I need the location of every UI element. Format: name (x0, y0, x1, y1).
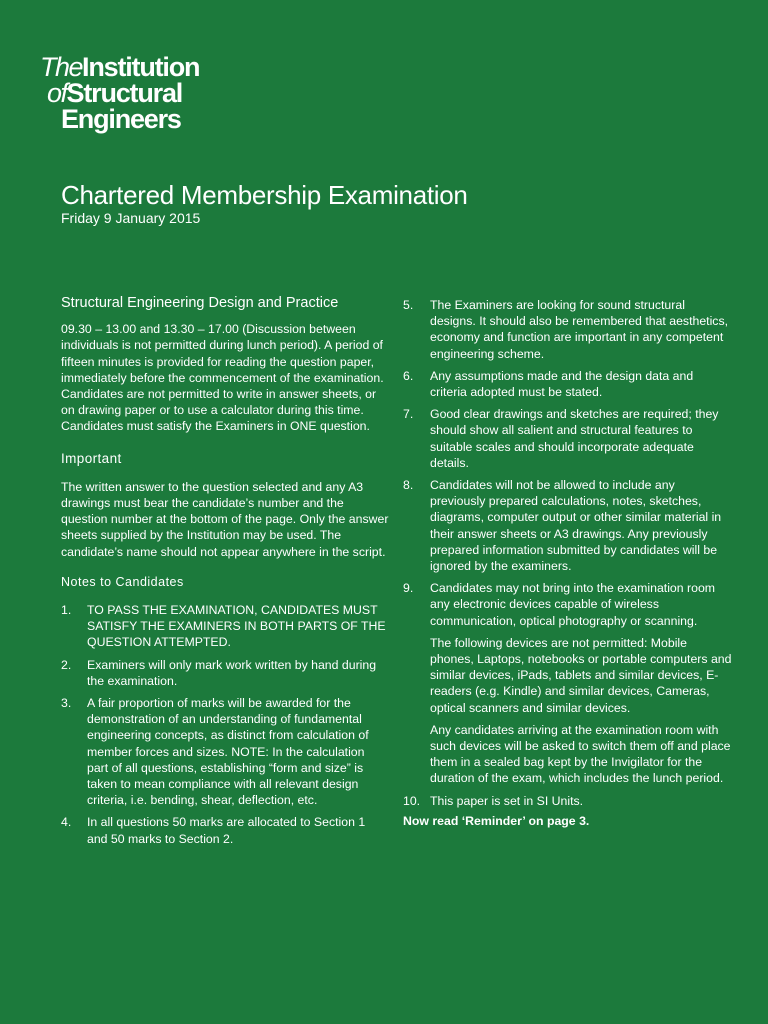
left-column (61, 295, 389, 853)
logo-the: The (40, 52, 83, 82)
notes-list-right (403, 297, 733, 629)
note-number: 2. (61, 657, 72, 672)
logo-structural: Structural (66, 78, 183, 108)
note-text: Candidates may not bring into the examination room any electronic devices capable of wireless communication, optical photography or scanning. (430, 581, 716, 628)
note-item-7 (403, 406, 733, 471)
logo-line-2 (40, 80, 199, 106)
note-number: 3. (61, 696, 72, 711)
important-paragraph: The written answer to the question selected and any A3 drawings must bear the candidate’s number and the question number at the bottom of the page. Only the answer sheets supplied by the Institution may be used. The candidate’s name should not appear anywhere in the script. (61, 479, 389, 559)
note-number: 4. (61, 815, 72, 830)
logo-institution: Institution (82, 52, 200, 82)
note-item-4 (61, 814, 389, 846)
note-item-3 (61, 695, 389, 808)
note-item-9 (403, 580, 733, 629)
exam-date: Friday 9 January 2015 (61, 210, 201, 226)
notes-list-right-end (403, 793, 733, 809)
note-9-devices: The following devices are not permitted: Mobile phones, Laptops, notebooks or portable computers and similar devices, iPads, tablets and similar devices, E-readers (e.g. Kindle) and similar devices, Cameras, optical scanners and similar devices. (430, 635, 732, 715)
notes-heading: Notes to Candidates (61, 574, 184, 589)
note-text: Examiners will only mark work written by hand during the examination. (87, 657, 377, 688)
note-item-8 (403, 477, 733, 574)
note-number: 6. (403, 368, 414, 383)
page-title: Chartered Membership Examination (61, 180, 468, 210)
note-number: 8. (403, 478, 414, 493)
note-number: 7. (403, 407, 414, 422)
note-item-10 (403, 793, 733, 809)
logo-of: of (47, 78, 67, 108)
reminder-text: Now read ‘Reminder’ on page 3. (403, 813, 590, 828)
note-text: Candidates will not be allowed to include any previously prepared calculations, notes, sketches, diagrams, computer output or other similar material in their answer sheets or A3 drawings. Any previously prepared information submitted by candidates will be ignored by the examiners. (430, 478, 722, 574)
institution-logo (40, 54, 199, 132)
note-text: A fair proportion of marks will be awarded for the demonstration of an understanding of fundamental engineering concepts, as distinct from calculation of member forces and sizes. NOTE: In the calculation part of all questions, establishing “form and size” is taken to mean compliance with all relevant design criteria, i.e. bending, shear, deflection, etc. (87, 696, 369, 808)
note-text: TO PASS THE EXAMINATION, CANDIDATES MUST SATISFY THE EXAMINERS IN BOTH PARTS OF THE QUESTION ATTEMPTED. (87, 603, 386, 650)
logo-line-1 (40, 54, 199, 80)
note-item-2 (61, 657, 389, 689)
intro-paragraph: 09.30 – 13.00 and 13.30 – 17.00 (Discussion between individuals is not permitted during lunch period). A period of fifteen minutes is provided for reading the question paper, immediately before the commencement of the examination. Candidates are not permitted to write in answer sheets, or on drawing paper or to use a calculator during this time. Candidates must satisfy the Examiners in ONE question. (61, 322, 384, 434)
note-item-6 (403, 368, 733, 400)
important-heading: Important (61, 450, 122, 466)
note-number: 9. (403, 581, 414, 596)
note-text: Any assumptions made and the design data and criteria adopted must be stated. (430, 368, 694, 400)
note-number: 5. (403, 298, 414, 312)
section-title: Structural Engineering Design and Practice (61, 295, 339, 311)
note-item-5 (403, 297, 733, 362)
note-number: 10. (403, 793, 421, 808)
note-text: This paper is set in SI Units. (430, 793, 584, 808)
logo-line-3 (40, 106, 199, 132)
note-number: 1. (61, 603, 72, 618)
note-text: In all questions 50 marks are allocated to Section 1 and 50 marks to Section 2. (87, 815, 366, 846)
note-text: The Examiners are looking for sound structural designs. It should also be remembered that aesthetics, economy and function are important in any competent engineering scheme. (430, 298, 729, 361)
note-text: Good clear drawings and sketches are required; they should show all salient and structural features to suitable scales and should incorporate adequate details. (430, 407, 719, 470)
note-9-arrival: Any candidates arriving at the examination room with such devices will be asked to switch them off and place them in a sealed bag kept by the Invigilator for the duration of the exam, which includes the lunch period. (430, 722, 731, 786)
logo-engineers: Engineers (61, 104, 181, 134)
note-item-1 (61, 602, 389, 651)
notes-list-left (61, 602, 389, 847)
right-column (403, 297, 733, 829)
